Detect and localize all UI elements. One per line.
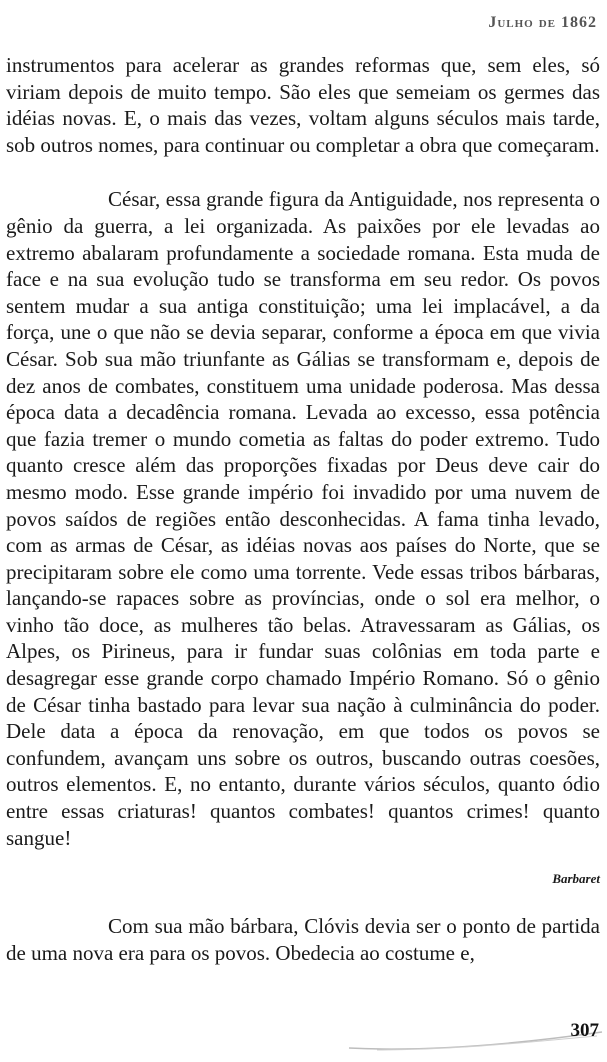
page-body [6, 52, 600, 966]
page-number: 307 [570, 1020, 599, 1041]
paragraph-3: Com sua mão bárbara, Clóvis devia ser o ponto de partida de uma nova era para os povos. Obedecia ao costume e, [6, 914, 600, 965]
paragraph-1: instrumentos para acelerar as grandes reformas que, sem eles, só viriam depois de muito tempo. São eles que semeiam os germes das idéias novas. E, o mais das vezes, voltam alguns séculos mais tarde, sob outros nomes, para continuar ou completar a obra que começaram. [6, 53, 600, 157]
paragraph-2: César, essa grande figura da Antiguidade, nos representa o gênio da guerra, a lei organizada. As paixões por ele levadas ao extremo abalaram profundamente a sociedade romana. Esta muda de face e na sua evolução tudo se transforma em seu redor. Os povos sentem mudar a sua antiga constituição; uma lei implacável, a da força, une o que não se devia separar, conforme a época em que vivia César. Sob sua mão triunfante as Gálias se transformam e, depois de dez anos de combates, constituem uma unidade poderosa. Mas dessa época data a decadência romana. Levada ao excesso, essa potência que fazia tremer o mundo cometia as faltas do poder extremo. Tudo quanto cresce além das proporções fixadas por Deus deve cair do mesmo modo. Esse grande império foi invadido por uma nuvem de povos saídos de regiões então desconhecidas. A fama tinha levado, com as armas de César, as idéias novas aos países do Norte, que se precipitaram sobre ele como uma torrente. Vede essas tribos bárbaras, lançando-se rapaces sobre as províncias, onde o sol era melhor, o vinho tão doce, as mulheres tão belas. Atravessaram as Gálias, os Alpes, os Pirineus, para ir fundar suas colônias em toda parte e desagregar esse grande corpo chamado Império Romano. Só o gênio de César tinha bastado para levar sua nação à culminância do poder. Dele data a época da renovação, em que todos os povos se confundem, avançam uns sobre os outros, buscando outras coesões, outros elementos. E, no entanto, durante vários séculos, quanto ódio entre essas criaturas! quantos combates! quantos crimes! quanto sangue! [6, 187, 600, 850]
page-ornament-swoosh [347, 1014, 607, 1054]
running-header: Julho de 1862 [488, 14, 597, 31]
author-signature: Barbaret [552, 871, 600, 887]
